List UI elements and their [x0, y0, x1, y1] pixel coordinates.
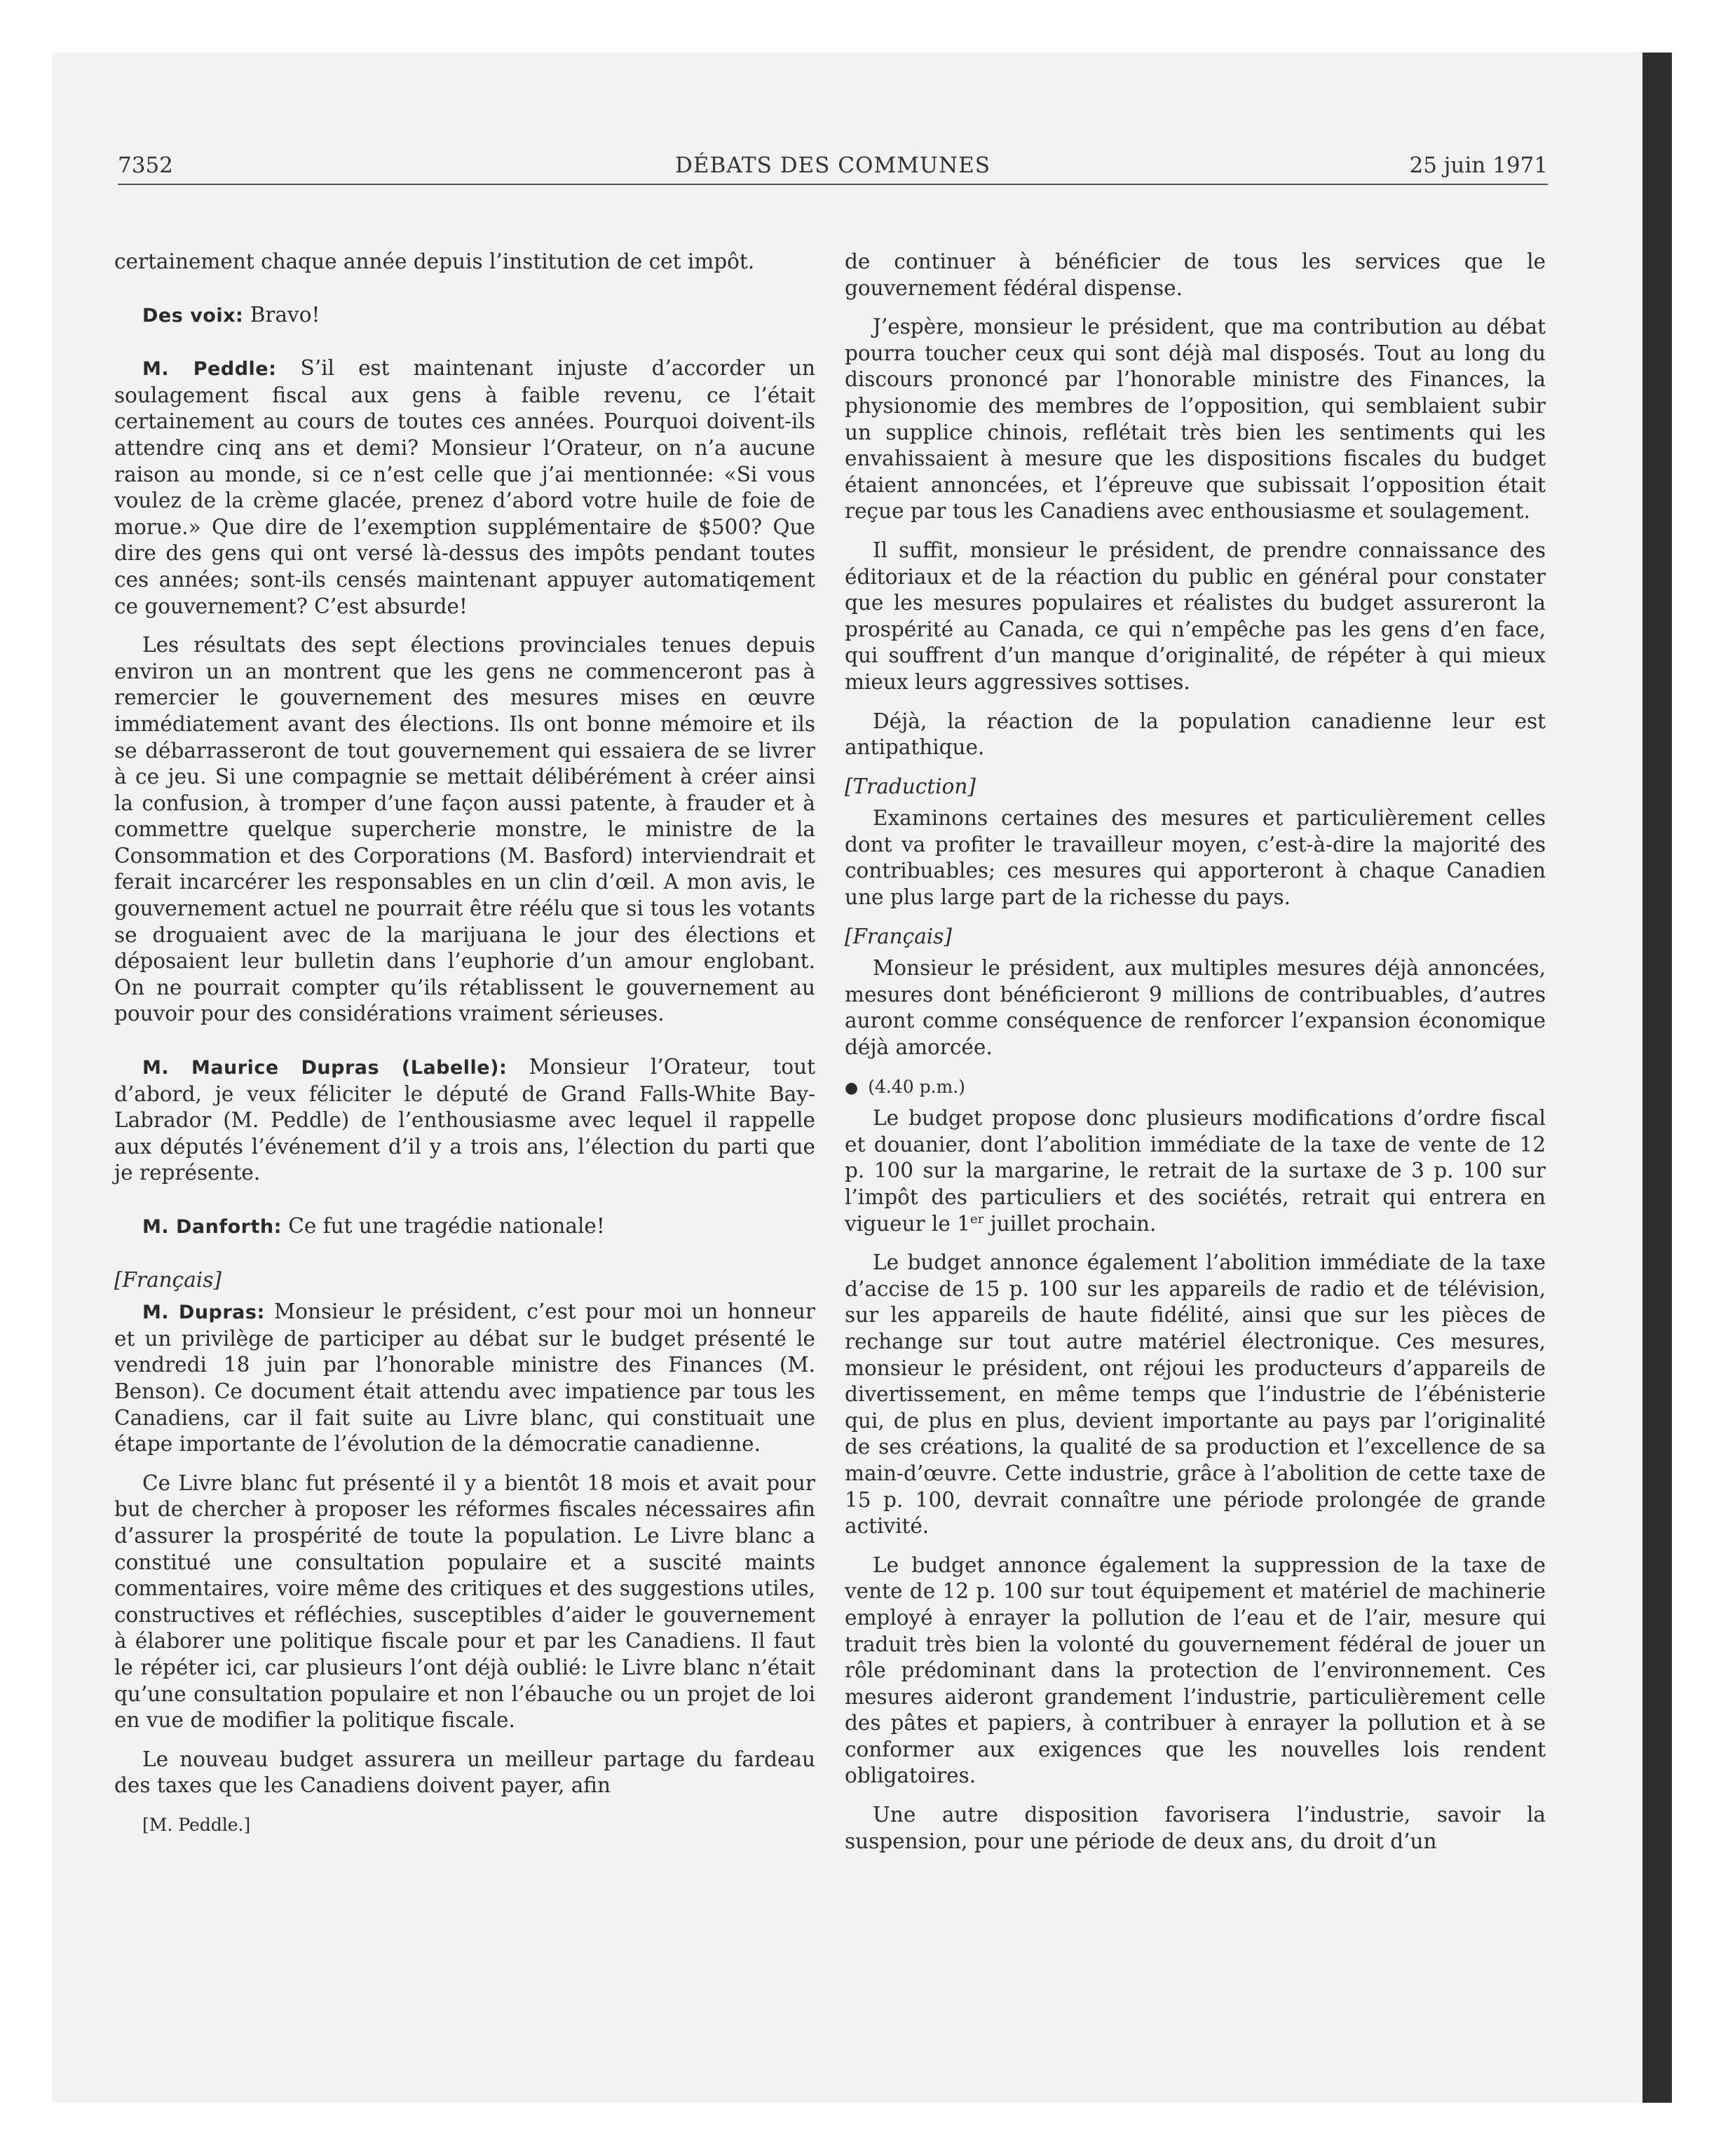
- header-rule: [118, 184, 1548, 185]
- speaker-name: M. Danforth:: [142, 1216, 282, 1238]
- paragraph: Une autre disposition favorisera l’industrie, savoir la suspension, pour une période de deux ans, du droit d’un: [845, 1803, 1546, 1853]
- left-column: [114, 249, 815, 1850]
- bullet-icon: ●: [845, 1079, 859, 1097]
- paragraph: Déjà, la réaction de la population canadienne leur est antipathique.: [845, 709, 1546, 760]
- language-marker: [Français]: [114, 1267, 222, 1292]
- speech: [114, 302, 815, 329]
- language-marker: [Traduction]: [845, 774, 976, 798]
- paragraph: Le budget annonce également la suppression de la taxe de vente de 12 p. 100 sur tout équipement et matériel de machinerie employé à enrayer la pollution de l’eau et de l’air, mesure qui traduit très bien la volonté du gouvernement fédéral de jouer un rôle prédominant dans la protection de l’environnement. Ces mesures aideront grandement l’industrie, particulièrement celle des pâtes et papiers, à contribuer à enrayer la pollution et à se conformer aux exigences que les nouvelles lois rendent obligatoires.: [845, 1553, 1546, 1788]
- paragraph: certainement chaque année depuis l’institution de cet impôt.: [114, 250, 755, 273]
- speaker-name: Des voix:: [142, 304, 244, 327]
- paragraph: J’espère, monsieur le président, que ma contribution au débat pourra toucher ceux qui sont déjà mal disposés. Tout au long du discours prononcé par l’honorable ministre des Finances, la physionomie des membres de l’opposition, qui semblaient subir un supplice chinois, reflétait très bien les sentiments qui les envahissaient à mesure que les dispositions fiscales du budget étaient annoncées, et l’épreuve que subissait l’opposition était reçue par tous les Canadiens avec enthousiasme et soulagement.: [845, 315, 1546, 524]
- superscript: er: [969, 1211, 984, 1227]
- speech: [114, 1213, 815, 1241]
- paragraph: Ce Livre blanc fut présenté il y a bientôt 18 mois et avait pour but de chercher à proposer les réformes fiscales nécessaires afin d’assurer la prospérité de toute la population. Le Livre blanc a constitué une consultation populaire et a suscité maints commentaires, voire même des critiques et des suggestions utiles, constructives et réfléchies, susceptibles d’aider le gouvernement à élaborer une politique fiscale pour et par les Canadiens. Il faut le répéter ici, car plusieurs l’ont déjà oublié: le Livre blanc n’était qu’une consultation populaire et non l’ébauche ou un projet de loi en vue de modifier la politique fiscale.: [114, 1471, 815, 1733]
- paragraph: Le budget annonce également l’abolition immédiate de la taxe d’accise de 15 p. 100 sur les appareils de radio et de télévision, sur les appareils de haute fidélité, ainsi que sur les pièces de rechange sur tout autre matériel électronique. Ces mesures, monsieur le président, ont réjoui les producteurs d’appareils de divertissement, en même temps que l’industrie de l’ébénisterie qui, de plus en plus, devient importante au pays par l’originalité de ses créations, la qualité de sa production et l’excellence de sa main-d’œuvre. Cette industrie, grâce à l’abolition de cette taxe de 15 p. 100, devrait connaître une période prolongée de grande activité.: [845, 1250, 1546, 1538]
- time-text: (4.40 p.m.): [868, 1076, 965, 1097]
- speaker-name: M. Peddle:: [142, 358, 277, 381]
- paragraph: de continuer à bénéficier de tous les services que le gouvernement fédéral dispense.: [845, 250, 1546, 300]
- speech-text: Monsieur le président, c’est pour moi un honneur et un privilège de participer au débat sur le budget présenté le vendredi 18 juin par l’honorable ministre des Finances (M. Benson). Ce document était attendu avec impatience par tous les Canadiens, car il fait suite au Livre blanc, qui constituait une étape importante de l’évolution de la démocratie canadienne.: [114, 1299, 816, 1456]
- speaker-signature: [M. Peddle.]: [142, 1814, 251, 1835]
- paragraph: Il suffit, monsieur le président, de prendre connaissance des éditoriaux et de la réaction du public en général pour constater que les mesures populaires et réalistes du budget assureront la prospérité au Canada, ce qui n’empêche pas les gens d’en face, qui souffrent d’un manque d’originalité, de répéter à qui mieux mieux leurs aggressives sottises.: [845, 538, 1546, 694]
- page-header: [118, 153, 1548, 188]
- speech-text: Monsieur l’Orateur, tout d’abord, je veux féliciter le député de Grand Falls-White Bay-Labrador (M. Peddle) de l’enthousiasme avec lequel il rappelle aux députés l’événement d’il y a trois ans, l’élection du parti que je représente.: [114, 1055, 816, 1185]
- language-marker: [Français]: [845, 924, 952, 948]
- publication-date: 25 juin 1971: [1409, 153, 1548, 178]
- speaker-name: M. Maurice Dupras (Labelle):: [142, 1057, 508, 1079]
- speaker-name: M. Dupras:: [142, 1302, 265, 1324]
- paragraph: Les résultats des sept élections provinciales tenues depuis environ un an montrent que les gens ne commenceront pas à remercier le gouvernement des mesures mises en œuvre immédiatement avant des élections. Ils ont bonne mémoire et ils se débarrasseront de tout gouvernement qui essaiera de se livrer à ce jeu. Si une compagnie se mettait délibérément à créer ainsi la confusion, à tromper d’une façon aussi patente, à frauder et à commettre quelque supercherie monstre, le ministre de la Consommation et des Corporations (M. Basford) interviendrait et ferait incarcérer les responsables en un clin d’œil. A mon avis, le gouvernement actuel ne pourrait être réélu que si tous les votants se droguaient avec de la marijuana le jour des élections et déposaient leur bulletin dans l’euphorie d’un amour englobant. On ne pourrait compter qu’ils rétablissent le gouvernement au pouvoir pour des considérations vraiment sérieuses.: [114, 633, 815, 1026]
- publication-title: DÉBATS DES COMMUNES: [674, 153, 991, 178]
- scan-border: [1642, 53, 1672, 2103]
- speech-text: Ce fut une tragédie nationale!: [281, 1214, 605, 1238]
- speech-text: S’il est maintenant injuste d’accorder un soulagement fiscal aux gens à faible revenu, ce l’était certainement au cours de toutes ces années. Pourquoi doivent-ils attendre cinq ans et demi? Monsieur l’Orateur, on n’a aucune raison au monde, si ce n’est celle que j’ai mentionnée: «Si vous voulez de la crème glacée, prenez d’abord votre huile de foie de morue.» Que dire de l’exemption supplémentaire de $500? Que dire des gens qui ont versé là-dessus des impôts pendant toutes ces années; sont-ils censés maintenant appuyer automatiqement ce gouvernement? C’est absurde!: [114, 356, 815, 618]
- speech-text: Bravo!: [243, 302, 320, 327]
- time-marker: [845, 1074, 1546, 1102]
- paragraph: Monsieur le président, aux multiples mesures déjà annoncées, mesures dont bénéficieront 9 millions de contribuables, d’autres auront comme conséquence de renforcer l’expansion économique déjà amorcée.: [845, 956, 1546, 1060]
- paragraph: Le nouveau budget assurera un meilleur partage du fardeau des taxes que les Canadiens doivent payer, afin: [114, 1747, 815, 1798]
- speech: [114, 1299, 815, 1458]
- paragraph-text: Le budget propose donc plusieurs modifications d’ordre fiscal et douanier, dont l’abolition immédiate de la taxe de vente de 12 p. 100 sur la margarine, le retrait de la surtaxe de 3 p. 100 sur l’impôt des particuliers et des sociétés, retrait qui entrera en vigueur le 1: [845, 1106, 1546, 1236]
- paragraph: Examinons certaines des mesures et particulièrement celles dont va profiter le travailleur moyen, c’est-à-dire la majorité des contribuables; ces mesures qui apporteront à chaque Canadien une plus large part de la richesse du pays.: [845, 806, 1546, 910]
- paragraph-text: juillet prochain.: [984, 1211, 1157, 1236]
- right-column: [845, 249, 1546, 1867]
- paragraph: [845, 1105, 1546, 1237]
- speech: [114, 355, 815, 620]
- page-number: 7352: [118, 153, 173, 178]
- speech: [114, 1054, 815, 1187]
